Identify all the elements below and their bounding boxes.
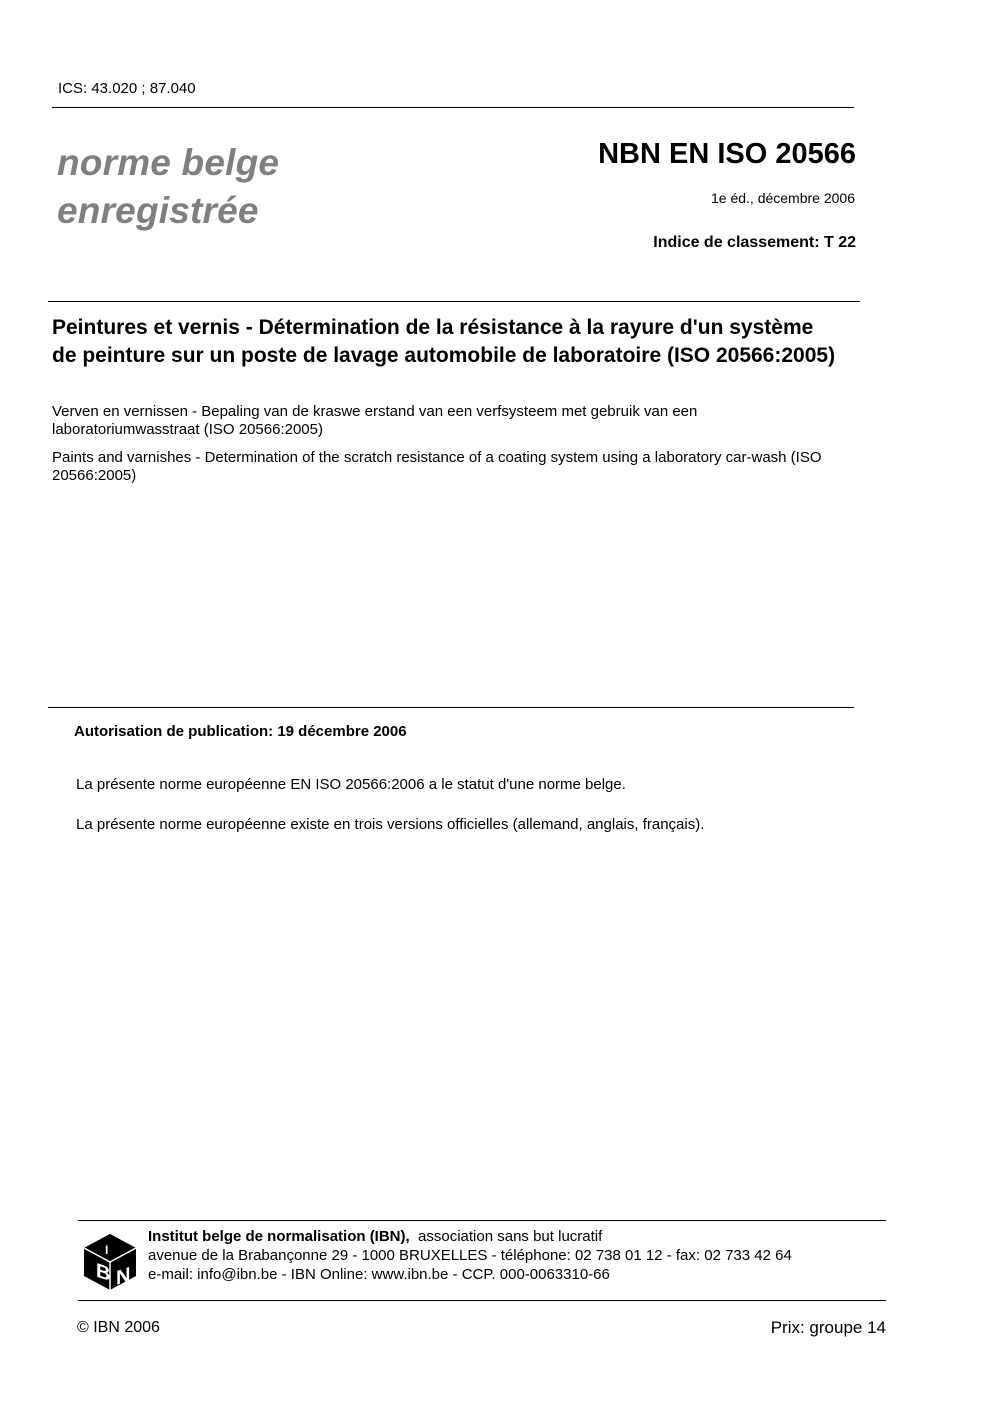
classification-index: Indice de classement: T 22 (653, 234, 856, 251)
publication-authorization: Autorisation de publication: 19 décembre 2006 (74, 723, 407, 740)
svg-text:B: B (96, 1259, 111, 1287)
footer-rule-top (78, 1220, 886, 1221)
header-rule-top (52, 107, 854, 108)
svg-text:N: N (116, 1262, 131, 1290)
institute-contact: e-mail: info@ibn.be - IBN Online: www.ibn.be - CCP. 000-0063310-66 (148, 1266, 610, 1283)
statement-versions: La présente norme européenne existe en trois versions officielles (allemand, anglais, français). (76, 816, 705, 833)
publication-rule (48, 707, 854, 708)
svg-text:I: I (105, 1243, 109, 1257)
title-rule (48, 301, 860, 302)
title-french: Peintures et vernis - Détermination de la résistance à la rayure d'un système de peinture sur un poste de lavage automobile de laboratoire (ISO 20566:2005) (52, 316, 836, 367)
ibn-logo-icon (82, 1232, 138, 1292)
institute-name: Institut belge de normalisation (IBN), (148, 1228, 410, 1245)
brand-line-1: norme belge (57, 142, 280, 183)
institute-description: association sans but lucratif (418, 1228, 603, 1245)
statement-status: La présente norme européenne EN ISO 20566:2006 a le statut d'une norme belge. (76, 776, 626, 793)
title-english: Paints and varnishes - Determination of the scratch resistance of a coating system using a laboratory car-wash (ISO 20566:2005) (52, 449, 822, 484)
brand-line-2: enregistrée (57, 190, 259, 231)
price-group: Prix: groupe 14 (770, 1318, 886, 1337)
standard-number: NBN EN ISO 20566 (598, 138, 856, 170)
edition-date: 1e éd., décembre 2006 (711, 190, 855, 206)
title-dutch: Verven en vernissen - Bepaling van de kraswe erstand van een verfsysteem met gebruik van een laboratoriumwasstraat (ISO 20566:2005) (52, 403, 698, 438)
footer-rule-bottom (78, 1300, 886, 1301)
institute-line (148, 1228, 602, 1246)
institute-address: avenue de la Brabançonne 29 - 1000 BRUXELLES - téléphone: 02 738 01 12 - fax: 02 733 42 64 (148, 1247, 792, 1264)
copyright: © IBN 2006 (77, 1319, 160, 1336)
ics-code: ICS: 43.020 ; 87.040 (58, 80, 196, 97)
